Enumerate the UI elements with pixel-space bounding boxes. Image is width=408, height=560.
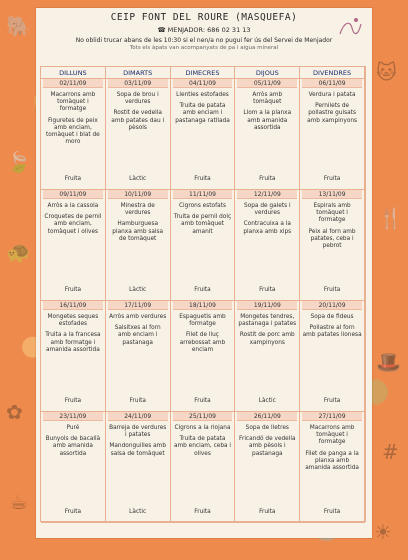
dessert: Fruita bbox=[64, 175, 82, 182]
second-course: Pernilets de pollastre guisats amb xampinyons bbox=[307, 103, 358, 124]
cell-date: 24/11/09 bbox=[108, 412, 168, 421]
second-course: Peix al forn amb patates, ceba i pebrot bbox=[308, 228, 356, 250]
cell-date: 23/11/09 bbox=[43, 412, 103, 421]
week-row bbox=[41, 412, 365, 523]
call-notice: No oblidi trucar abans de les 10:30 si el nen/a no pugui fer ús del Servei de Menjador bbox=[75, 37, 333, 44]
first-course: Macarrons amb tomàquet i formatge bbox=[309, 425, 355, 446]
dessert: Làctic bbox=[129, 175, 147, 182]
dessert: Fruita bbox=[323, 175, 341, 182]
day-header-monday: DILLUNS bbox=[41, 67, 106, 79]
second-course: Truita a la francesa amb formatge i amanida assortida bbox=[45, 332, 101, 353]
hat-icon: 🎩 bbox=[376, 350, 401, 374]
dessert: Fruita bbox=[323, 286, 341, 293]
day-header-wednesday: DIMECRES bbox=[171, 67, 236, 79]
week-row bbox=[41, 301, 365, 412]
cell-date: 12/11/09 bbox=[237, 190, 297, 199]
flower-icon: ✿ bbox=[6, 400, 23, 424]
cell-date: 04/11/09 bbox=[173, 79, 233, 88]
first-course: Puré bbox=[66, 425, 80, 431]
first-course: Arròs amb tomàquet bbox=[252, 92, 283, 106]
second-course: Pollastre al forn amb patates lionesa bbox=[302, 325, 362, 339]
cell-date: 19/11/09 bbox=[237, 301, 297, 310]
second-course: Truita de patata amb enciam, ceba i olives bbox=[173, 436, 232, 457]
second-course: Hamburguesa planxa amb salsa de tomàquet bbox=[112, 221, 164, 242]
first-course: Sopa de galets i verdures bbox=[244, 203, 291, 217]
day-cell bbox=[41, 412, 106, 523]
cell-date: 25/11/09 bbox=[173, 412, 233, 421]
day-cell bbox=[106, 79, 171, 190]
dessert: Fruita bbox=[64, 286, 82, 293]
cell-date: 03/11/09 bbox=[108, 79, 168, 88]
cell-date: 02/11/09 bbox=[43, 79, 103, 88]
cell-date: 10/11/09 bbox=[108, 190, 168, 199]
second-course: Truita de pernil dolç amb tomàquet amanit bbox=[173, 214, 232, 235]
second-course: Llom a la planxa amb amanida assortida bbox=[243, 110, 292, 131]
first-course: Espaguetis amb formatge bbox=[179, 314, 226, 328]
dessert: Fruita bbox=[323, 508, 341, 515]
day-cell bbox=[171, 79, 236, 190]
first-course: Minestra de verdures bbox=[120, 203, 155, 217]
day-cell bbox=[106, 412, 171, 523]
sun-icon: ☀ bbox=[374, 520, 392, 544]
day-cell bbox=[300, 190, 365, 301]
dessert: Làctic bbox=[129, 508, 147, 515]
first-course: Mongetes tendres, pastanaga i patates bbox=[238, 314, 297, 328]
grid-icon: # bbox=[382, 440, 399, 464]
first-course: Arròs amb verdures bbox=[109, 314, 167, 320]
dessert: Fruita bbox=[64, 397, 82, 404]
first-course: Sopa de brou i verdures bbox=[116, 92, 159, 106]
second-course: Filet de panga a la planxa amb amanida assortida bbox=[305, 450, 359, 472]
day-cell bbox=[235, 301, 300, 412]
second-course: Croquetes de pernil amb enciam, tomàquet i olives bbox=[44, 214, 102, 235]
first-course: Verdura i patata bbox=[308, 92, 356, 98]
day-cell bbox=[300, 301, 365, 412]
cell-date: 11/11/09 bbox=[173, 190, 233, 199]
second-course: Rostit de porc amb xampinyons bbox=[239, 332, 295, 346]
second-course: Bunyols de bacallà amb amanida assortida bbox=[45, 436, 101, 457]
menu-grid bbox=[40, 66, 366, 522]
dessert: Fruita bbox=[194, 286, 211, 293]
day-cell bbox=[41, 190, 106, 301]
cell-date: 17/11/09 bbox=[108, 301, 168, 310]
first-course: Arròs a la cassola bbox=[47, 203, 99, 209]
dessert: Làctic bbox=[129, 286, 147, 293]
day-cell bbox=[171, 190, 236, 301]
second-course: Mandonguilles amb salsa de tomàquet bbox=[109, 443, 166, 457]
day-header-tuesday: DIMARTS bbox=[106, 67, 171, 79]
second-course: Truita de patata amb enciam i pastanaga ratllada bbox=[175, 103, 230, 124]
day-cell bbox=[300, 79, 365, 190]
cell-date: 27/11/09 bbox=[302, 412, 362, 421]
cell-date: 20/11/09 bbox=[302, 301, 362, 310]
second-course: Contracuixa a la planxa amb xips bbox=[243, 221, 292, 235]
cell-date: 05/11/09 bbox=[237, 79, 297, 88]
day-header-friday: DIVENDRES bbox=[300, 67, 365, 79]
teapot-icon: ☕ bbox=[10, 490, 28, 514]
dining-phone: ☎ MENJADOR: 686 02 31 13 bbox=[157, 26, 251, 34]
day-cell bbox=[41, 301, 106, 412]
first-course: Mongetes seques estofades bbox=[47, 314, 99, 328]
day-cell bbox=[235, 412, 300, 523]
first-course: Cigrons a la riojana bbox=[174, 425, 231, 431]
first-course: Sopa de fideus bbox=[310, 314, 354, 320]
fork-knife-icon: 🍴 bbox=[378, 206, 403, 230]
menu-header bbox=[36, 8, 372, 66]
school-title: CEIP FONT DEL ROURE (MASQUEFA) bbox=[110, 12, 298, 23]
first-course: Cigrons estofats bbox=[179, 203, 226, 209]
dessert: Fruita bbox=[194, 508, 211, 515]
signature-logo bbox=[336, 14, 364, 42]
day-cell bbox=[235, 79, 300, 190]
day-cell bbox=[106, 301, 171, 412]
dessert: Fruita bbox=[259, 175, 276, 182]
first-course: Espirals amb tomàquet i formatge bbox=[313, 203, 351, 224]
dessert: Fruita bbox=[194, 397, 211, 404]
first-course: Llenties estofades bbox=[176, 92, 229, 98]
turtle-icon: 🐢 bbox=[6, 240, 31, 264]
cell-date: 18/11/09 bbox=[173, 301, 233, 310]
day-cell bbox=[300, 412, 365, 523]
second-course: Salsitxes al forn amb enciam i pastanaga bbox=[114, 325, 161, 346]
second-course: Fricandó de vedella amb pèsols i pastanaga bbox=[239, 436, 296, 457]
cell-date: 26/11/09 bbox=[237, 412, 297, 421]
dessert: Fruita bbox=[259, 286, 276, 293]
elephant-icon: 🐘 bbox=[6, 14, 31, 38]
cat-icon: 🐱 bbox=[376, 60, 397, 84]
week-row bbox=[41, 190, 365, 301]
week-row bbox=[41, 79, 365, 190]
dessert: Fruita bbox=[64, 508, 82, 515]
dessert: Fruita bbox=[194, 175, 211, 182]
day-cell bbox=[235, 190, 300, 301]
dessert: Fruita bbox=[129, 397, 146, 404]
dessert: Fruita bbox=[259, 508, 276, 515]
second-course: Rostit de vedella amb patates dau i pèsols bbox=[111, 110, 165, 131]
cell-date: 06/11/09 bbox=[302, 79, 362, 88]
cell-date: 16/11/09 bbox=[43, 301, 103, 310]
first-course: Macarrons amb tomàquet i formatge bbox=[50, 92, 96, 113]
cell-date: 13/11/09 bbox=[302, 190, 362, 199]
first-course: Sopa de lletres bbox=[245, 425, 289, 431]
day-cell bbox=[171, 301, 236, 412]
day-header-thursday: DIJOUS bbox=[235, 67, 300, 79]
day-cell bbox=[171, 412, 236, 523]
dessert: Fruita bbox=[323, 397, 341, 404]
second-course: Filet de lluç arrebossat amb enciam bbox=[179, 332, 226, 353]
cell-date: 09/11/09 bbox=[43, 190, 103, 199]
first-course: Barreja de verdures i patates bbox=[109, 425, 167, 439]
dessert: Làctic bbox=[258, 397, 276, 404]
leaf-icon: 🍃 bbox=[6, 150, 31, 174]
day-cell bbox=[106, 190, 171, 301]
second-course: Figuretes de peix amb enciam, tomàquet i blat de moro bbox=[46, 117, 100, 146]
day-cell bbox=[41, 79, 106, 190]
bread-water-note: Tots els àpats van acompanyats de pa i aigua mineral bbox=[129, 45, 279, 52]
